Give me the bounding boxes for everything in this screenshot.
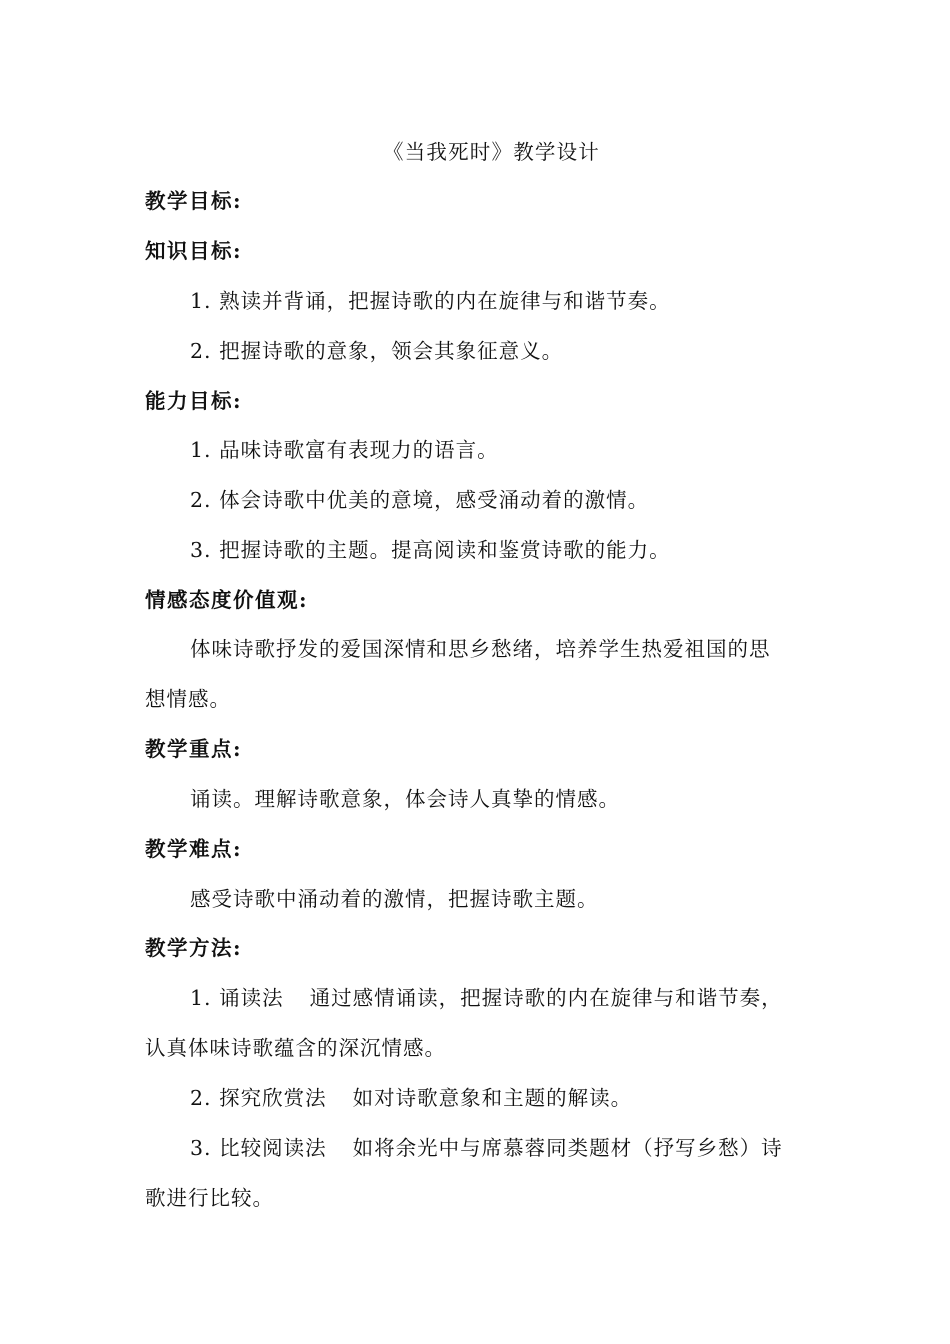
knowledge-goal-item: 2. 把握诗歌的意象，领会其象征意义。	[190, 339, 564, 363]
method-item	[190, 1134, 783, 1162]
method-description-continued: 歌进行比较。	[145, 1186, 274, 1210]
emotion-goals-heading: 情感态度价值观:	[145, 588, 309, 612]
ability-goal-item: 2. 体会诗歌中优美的意境，感受涌动着的激情。	[190, 488, 650, 512]
method-description-continued: 认真体味诗歌蕴含的深沉情感。	[145, 1036, 446, 1060]
knowledge-goals-heading: 知识目标:	[145, 239, 243, 263]
method-description: 如将余光中与席慕蓉同类题材（抒写乡愁）诗	[352, 1136, 783, 1160]
ability-goal-item: 3. 把握诗歌的主题。提高阅读和鉴赏诗歌的能力。	[190, 538, 671, 562]
method-description: 如对诗歌意象和主题的解读。	[352, 1086, 633, 1110]
emotion-goals-text: 体味诗歌抒发的爱国深情和思乡愁绪，培养学生热爱祖国的思	[190, 637, 771, 661]
knowledge-goal-item: 1. 熟读并背诵，把握诗歌的内在旋律与和谐节奏。	[190, 289, 671, 313]
method-description: 通过感情诵读，把握诗歌的内在旋律与和谐节奏，	[309, 986, 783, 1010]
method-item	[190, 1084, 632, 1112]
document-title: 《当我死时》教学设计	[383, 140, 600, 164]
methods-heading: 教学方法:	[145, 936, 243, 960]
ability-goals-heading: 能力目标:	[145, 389, 243, 413]
method-label: 2. 探究欣赏法	[190, 1086, 327, 1110]
method-label: 3. 比较阅读法	[190, 1136, 327, 1160]
goals-heading: 教学目标:	[145, 189, 243, 213]
difficulties-text: 感受诗歌中涌动着的激情，把握诗歌主题。	[190, 887, 599, 911]
emotion-goals-text-continued: 想情感。	[145, 687, 231, 711]
key-points-text: 诵读。理解诗歌意象，体会诗人真挚的情感。	[190, 787, 620, 811]
difficulties-heading: 教学难点:	[145, 837, 243, 861]
ability-goal-item: 1. 品味诗歌富有表现力的语言。	[190, 438, 499, 462]
method-label: 1. 诵读法	[190, 986, 284, 1010]
key-points-heading: 教学重点:	[145, 737, 243, 761]
method-item	[190, 984, 783, 1012]
